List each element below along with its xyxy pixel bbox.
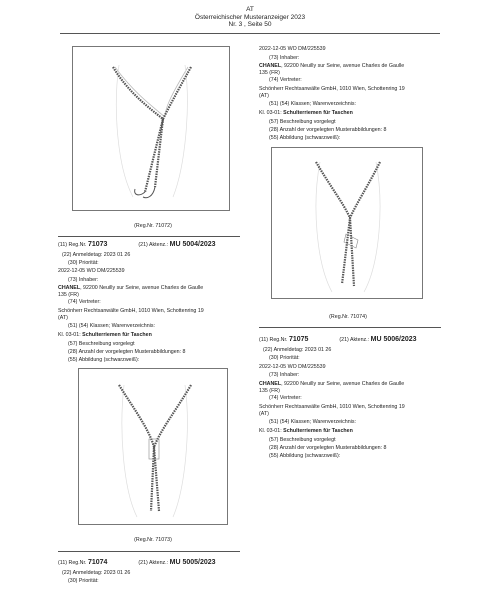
figure-caption: (Reg.Nr. 71074) bbox=[329, 314, 367, 320]
akt-prefix: (21) Aktenz.: bbox=[138, 242, 169, 248]
strap-drawing bbox=[272, 148, 424, 300]
inhaber-address: , 92200 Neuilly sur Seine, avenue Charles de Gaulle bbox=[281, 63, 405, 69]
abbildung-label: (55) Abbildung (schwarzweiß): bbox=[68, 357, 140, 363]
beschreibung: (57) Beschreibung vorgelegt bbox=[269, 119, 336, 125]
klassen-label: (51) (54) Klassen; Warenverzeichnis: bbox=[68, 323, 155, 329]
figure-caption: (Reg.Nr. 71073) bbox=[134, 537, 172, 543]
anzahl-abbildungen: (28) Anzahl der vorgelegten Musterabbildungen: 8 bbox=[68, 349, 186, 355]
inhaber-label: (73) Inhaber: bbox=[269, 372, 300, 378]
klasse-line bbox=[58, 332, 152, 338]
design-figure-71074 bbox=[271, 147, 423, 299]
anmeldetag: (22) Anmeldetag: 2023 01 26 bbox=[263, 347, 332, 353]
anzahl-abbildungen: (28) Anzahl der vorgelegten Musterabbildungen: 8 bbox=[269, 445, 387, 451]
klasse-line bbox=[259, 110, 353, 116]
inhaber-address-2: 135 (FR) bbox=[259, 388, 280, 394]
abbildung-label: (55) Abbildung (schwarzweiß): bbox=[269, 453, 341, 459]
prioritaet-label: (30) Priorität: bbox=[269, 355, 300, 361]
prioritaet-value: 2022-12-05 WO DM/225539 bbox=[259, 364, 326, 370]
header-page-info: Nr. 3 , Seite 50 bbox=[228, 21, 272, 28]
vertreter-label: (74) Vertreter: bbox=[68, 299, 101, 305]
vertreter-line-2: (AT) bbox=[259, 411, 269, 417]
inhaber-address-2: 135 (FR) bbox=[58, 292, 79, 298]
akt-prefix: (21) Aktenz.: bbox=[138, 560, 169, 566]
page-header bbox=[0, 6, 500, 29]
prioritaet-value: 2022-12-05 WO DM/225539 bbox=[259, 46, 326, 52]
reg-line bbox=[58, 560, 216, 566]
reg-number: 71075 bbox=[288, 336, 309, 343]
vertreter-line-2: (AT) bbox=[259, 93, 269, 99]
inhaber-line bbox=[58, 285, 203, 291]
figure-caption: (Reg.Nr. 71072) bbox=[134, 223, 172, 229]
akt-prefix: (21) Aktenz.: bbox=[339, 337, 370, 343]
prioritaet-label: (30) Priorität: bbox=[68, 578, 99, 584]
prioritaet-value: 2022-12-05 WO DM/225539 bbox=[58, 268, 125, 274]
inhaber-name: CHANEL bbox=[259, 381, 282, 387]
anzahl-abbildungen: (28) Anzahl der vorgelegten Musterabbildungen: 8 bbox=[269, 127, 387, 133]
klasse-code: Kl. 03-01: bbox=[259, 110, 282, 116]
reg-prefix: (11) Reg.Nr. bbox=[259, 337, 288, 343]
inhaber-label: (73) Inhaber: bbox=[269, 55, 300, 61]
strap-drawing bbox=[79, 369, 229, 526]
entry-rule bbox=[58, 236, 240, 237]
reg-line bbox=[58, 242, 216, 248]
vertreter-line-2: (AT) bbox=[58, 315, 68, 321]
inhaber-name: CHANEL bbox=[259, 63, 282, 69]
entry-rule bbox=[58, 551, 240, 552]
vertreter-line-1: Schönherr Rechtsanwälte GmbH, 1010 Wien, Schottenring 19 bbox=[58, 308, 204, 314]
klasse-code: Kl. 03-01: bbox=[58, 332, 81, 338]
inhaber-address: , 92200 Neuilly sur Seine, avenue Charles de Gaulle bbox=[281, 381, 405, 387]
vertreter-line-1: Schönherr Rechtsanwälte GmbH, 1010 Wien, Schottenring 19 bbox=[259, 404, 405, 410]
akt-number: MU 5004/2023 bbox=[169, 241, 216, 248]
abbildung-label: (55) Abbildung (schwarzweiß): bbox=[269, 135, 341, 141]
klasse-line bbox=[259, 428, 353, 434]
vertreter-line-1: Schönherr Rechtsanwälte GmbH, 1010 Wien, Schottenring 19 bbox=[259, 86, 405, 92]
header-country: AT bbox=[246, 6, 254, 13]
vertreter-label: (74) Vertreter: bbox=[269, 395, 302, 401]
inhaber-line bbox=[259, 63, 404, 69]
reg-prefix: (11) Reg.Nr. bbox=[58, 242, 87, 248]
header-rule bbox=[60, 33, 440, 34]
strap-drawing bbox=[73, 47, 231, 212]
klassen-label: (51) (54) Klassen; Warenverzeichnis: bbox=[269, 101, 356, 107]
klasse-text: Schulterriemen für Taschen bbox=[283, 110, 353, 116]
anmeldetag: (22) Anmeldetag: 2023 01 26 bbox=[62, 252, 131, 258]
klasse-text: Schulterriemen für Taschen bbox=[82, 332, 152, 338]
vertreter-label: (74) Vertreter: bbox=[269, 77, 302, 83]
reg-number: 71073 bbox=[87, 241, 108, 248]
inhaber-address-2: 135 (FR) bbox=[259, 70, 280, 76]
reg-line bbox=[259, 337, 417, 343]
klassen-label: (51) (54) Klassen; Warenverzeichnis: bbox=[269, 419, 356, 425]
klasse-text: Schulterriemen für Taschen bbox=[283, 428, 353, 434]
akt-number: MU 5005/2023 bbox=[169, 559, 216, 566]
inhaber-line bbox=[259, 381, 404, 387]
klasse-code: Kl. 03-01: bbox=[259, 428, 282, 434]
design-figure-71072 bbox=[72, 46, 230, 211]
header-publication: Österreichischer Musteranzeiger 2023 bbox=[194, 13, 306, 21]
prioritaet-label: (30) Priorität: bbox=[68, 260, 99, 266]
design-figure-71073 bbox=[78, 368, 228, 525]
anmeldetag: (22) Anmeldetag: 2023 01 26 bbox=[62, 570, 131, 576]
akt-number: MU 5006/2023 bbox=[370, 336, 417, 343]
reg-prefix: (11) Reg.Nr. bbox=[58, 560, 87, 566]
reg-number: 71074 bbox=[87, 559, 108, 566]
beschreibung: (57) Beschreibung vorgelegt bbox=[68, 341, 135, 347]
inhaber-label: (73) Inhaber: bbox=[68, 277, 99, 283]
inhaber-address: , 92200 Neuilly sur Seine, avenue Charles de Gaulle bbox=[80, 285, 204, 291]
beschreibung: (57) Beschreibung vorgelegt bbox=[269, 437, 336, 443]
entry-rule bbox=[259, 327, 441, 328]
inhaber-name: CHANEL bbox=[58, 285, 81, 291]
